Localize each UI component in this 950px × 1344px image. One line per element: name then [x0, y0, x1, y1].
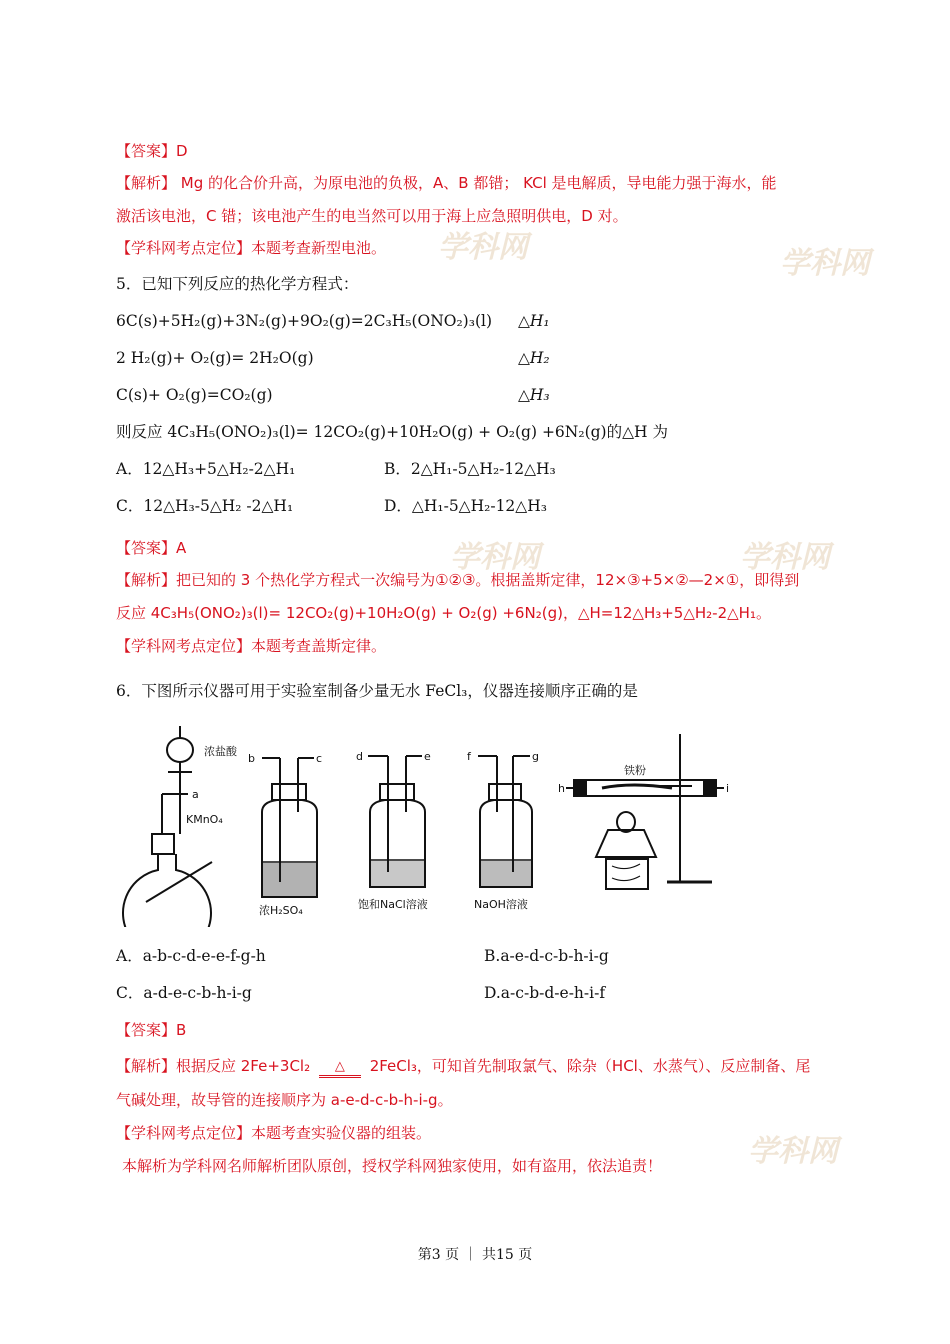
- label-nacl: 饱和NaCl溶液: [358, 898, 428, 911]
- watermark: 学科网: [450, 540, 540, 575]
- q5-eq3: C(s)+ O₂(g)=CO₂(g): [116, 386, 273, 404]
- wooden-block: [606, 859, 648, 889]
- q5-point: 【学科网考点定位】本题考查盖斯定律。: [116, 637, 387, 655]
- port-b: b: [248, 752, 255, 765]
- q5-answer: 【答案】A: [116, 539, 187, 557]
- port-i: i: [726, 782, 730, 795]
- q4-analysis-line2: 激活该电池，C 错；该电池产生的电当然可以用于海上应急照明供电，D 对。: [116, 207, 628, 225]
- reaction-condition: △: [319, 1059, 361, 1078]
- label-acid: 浓盐酸: [204, 745, 237, 758]
- q6-point: 【学科网考点定位】本题考查实验仪器的组装。: [116, 1124, 432, 1142]
- round-bottom-flask: [123, 854, 211, 927]
- q5-eq1: 6C(s)+5H₂(g)+3N₂(g)+9O₂(g)=2C₃H₅(ONO₂)₃(l): [116, 312, 492, 330]
- port-f: f: [467, 750, 471, 763]
- separatory-funnel: [167, 738, 193, 762]
- q5-eq1-dh: △H₁: [518, 312, 550, 330]
- q5-option-c[interactable]: C．12△H₃-5△H₂ -2△H₁: [116, 497, 294, 515]
- port-d: d: [356, 750, 363, 763]
- watermark: 学科网: [740, 540, 830, 575]
- port-g: g: [532, 750, 539, 763]
- q5-option-b[interactable]: B．2△H₁-5△H₂-12△H₃: [384, 460, 556, 478]
- watermark: 学科网: [438, 230, 528, 265]
- label-h2so4: 浓H₂SO₄: [259, 904, 303, 917]
- port-a: a: [192, 788, 199, 801]
- q6-analysis-pre: 【解析】根据反应 2Fe+3Cl₂: [116, 1057, 311, 1075]
- q5-analysis-line1: 【解析】把已知的 3 个热化学方程式一次编号为①②③。根据盖斯定律，12×③+5×②—2×①，即得到: [116, 571, 800, 589]
- q5-eq2-dh: △H₂: [518, 349, 550, 367]
- q6-option-a[interactable]: A．a-b-c-d-e-e-f-g-h: [116, 947, 266, 965]
- watermark: 学科网: [748, 1134, 838, 1169]
- label-kmno4: KMnO₄: [186, 813, 223, 826]
- q5-analysis-line2: 反应 4C₃H₅(ONO₂)₃(l)= 12CO₂(g)+10H₂O(g) + O₂(g) +6N₂(g)，△H=12△H₃+5△H₂-2△H₁。: [116, 604, 771, 622]
- label-naoh: NaOH溶液: [474, 898, 528, 911]
- apparatus-figure: [112, 722, 732, 927]
- q6-option-d[interactable]: D.a-c-b-d-e-h-i-f: [484, 984, 606, 1002]
- copyright-notice: 本解析为学科网名师解析团队原创，授权学科网独家使用，如有盗用，依法追责！: [122, 1157, 663, 1175]
- watermark: 学科网: [780, 246, 870, 281]
- q6-analysis-line2: 气碱处理，故导管的连接顺序为 a-e-d-c-b-h-i-g。: [116, 1091, 453, 1109]
- q6-option-c[interactable]: C．a-d-e-c-b-h-i-g: [116, 984, 252, 1002]
- alcohol-burner: [596, 830, 656, 857]
- q6-answer: 【答案】B: [116, 1021, 187, 1039]
- port-h: h: [558, 782, 565, 795]
- q5-target: 则反应 4C₃H₅(ONO₂)₃(l)= 12CO₂(g)+10H₂O(g) + O₂(g) +6N₂(g)的△H 为: [116, 423, 668, 441]
- q4-analysis-line1: 【解析】 Mg 的化合价升高，为原电池的负极，A、B 都错； KCl 是电解质，导电能力强于海水，能: [116, 174, 777, 192]
- q6-analysis-post: 2FeCl₃，可知首先制取氯气、除杂（HCl、水蒸气）、反应制备、尾: [369, 1057, 811, 1075]
- q5-eq3-dh: △H₃: [518, 386, 550, 404]
- q5-option-a[interactable]: A．12△H₃+5△H₂-2△H₁: [116, 460, 296, 478]
- q4-point: 【学科网考点定位】本题考查新型电池。: [116, 239, 387, 257]
- port-c: c: [316, 752, 323, 765]
- port-e: e: [424, 750, 431, 763]
- q6-analysis-line1: [116, 1054, 810, 1078]
- q6-stem: 6．下图所示仪器可用于实验室制备少量无水 FeCl₃，仪器连接顺序正确的是: [116, 682, 638, 700]
- q5-option-d[interactable]: D．△H₁-5△H₂-12△H₃: [384, 497, 547, 515]
- q6-option-b[interactable]: B.a-e-d-c-b-h-i-g: [484, 947, 609, 965]
- q5-stem: 5．已知下列反应的热化学方程式：: [116, 275, 359, 293]
- q4-answer: 【答案】D: [116, 142, 188, 160]
- label-iron: 铁粉: [624, 764, 646, 777]
- q5-eq2: 2 H₂(g)+ O₂(g)= 2H₂O(g): [116, 349, 314, 367]
- page-footer: 第3 页 ｜ 共15 页: [417, 1247, 533, 1263]
